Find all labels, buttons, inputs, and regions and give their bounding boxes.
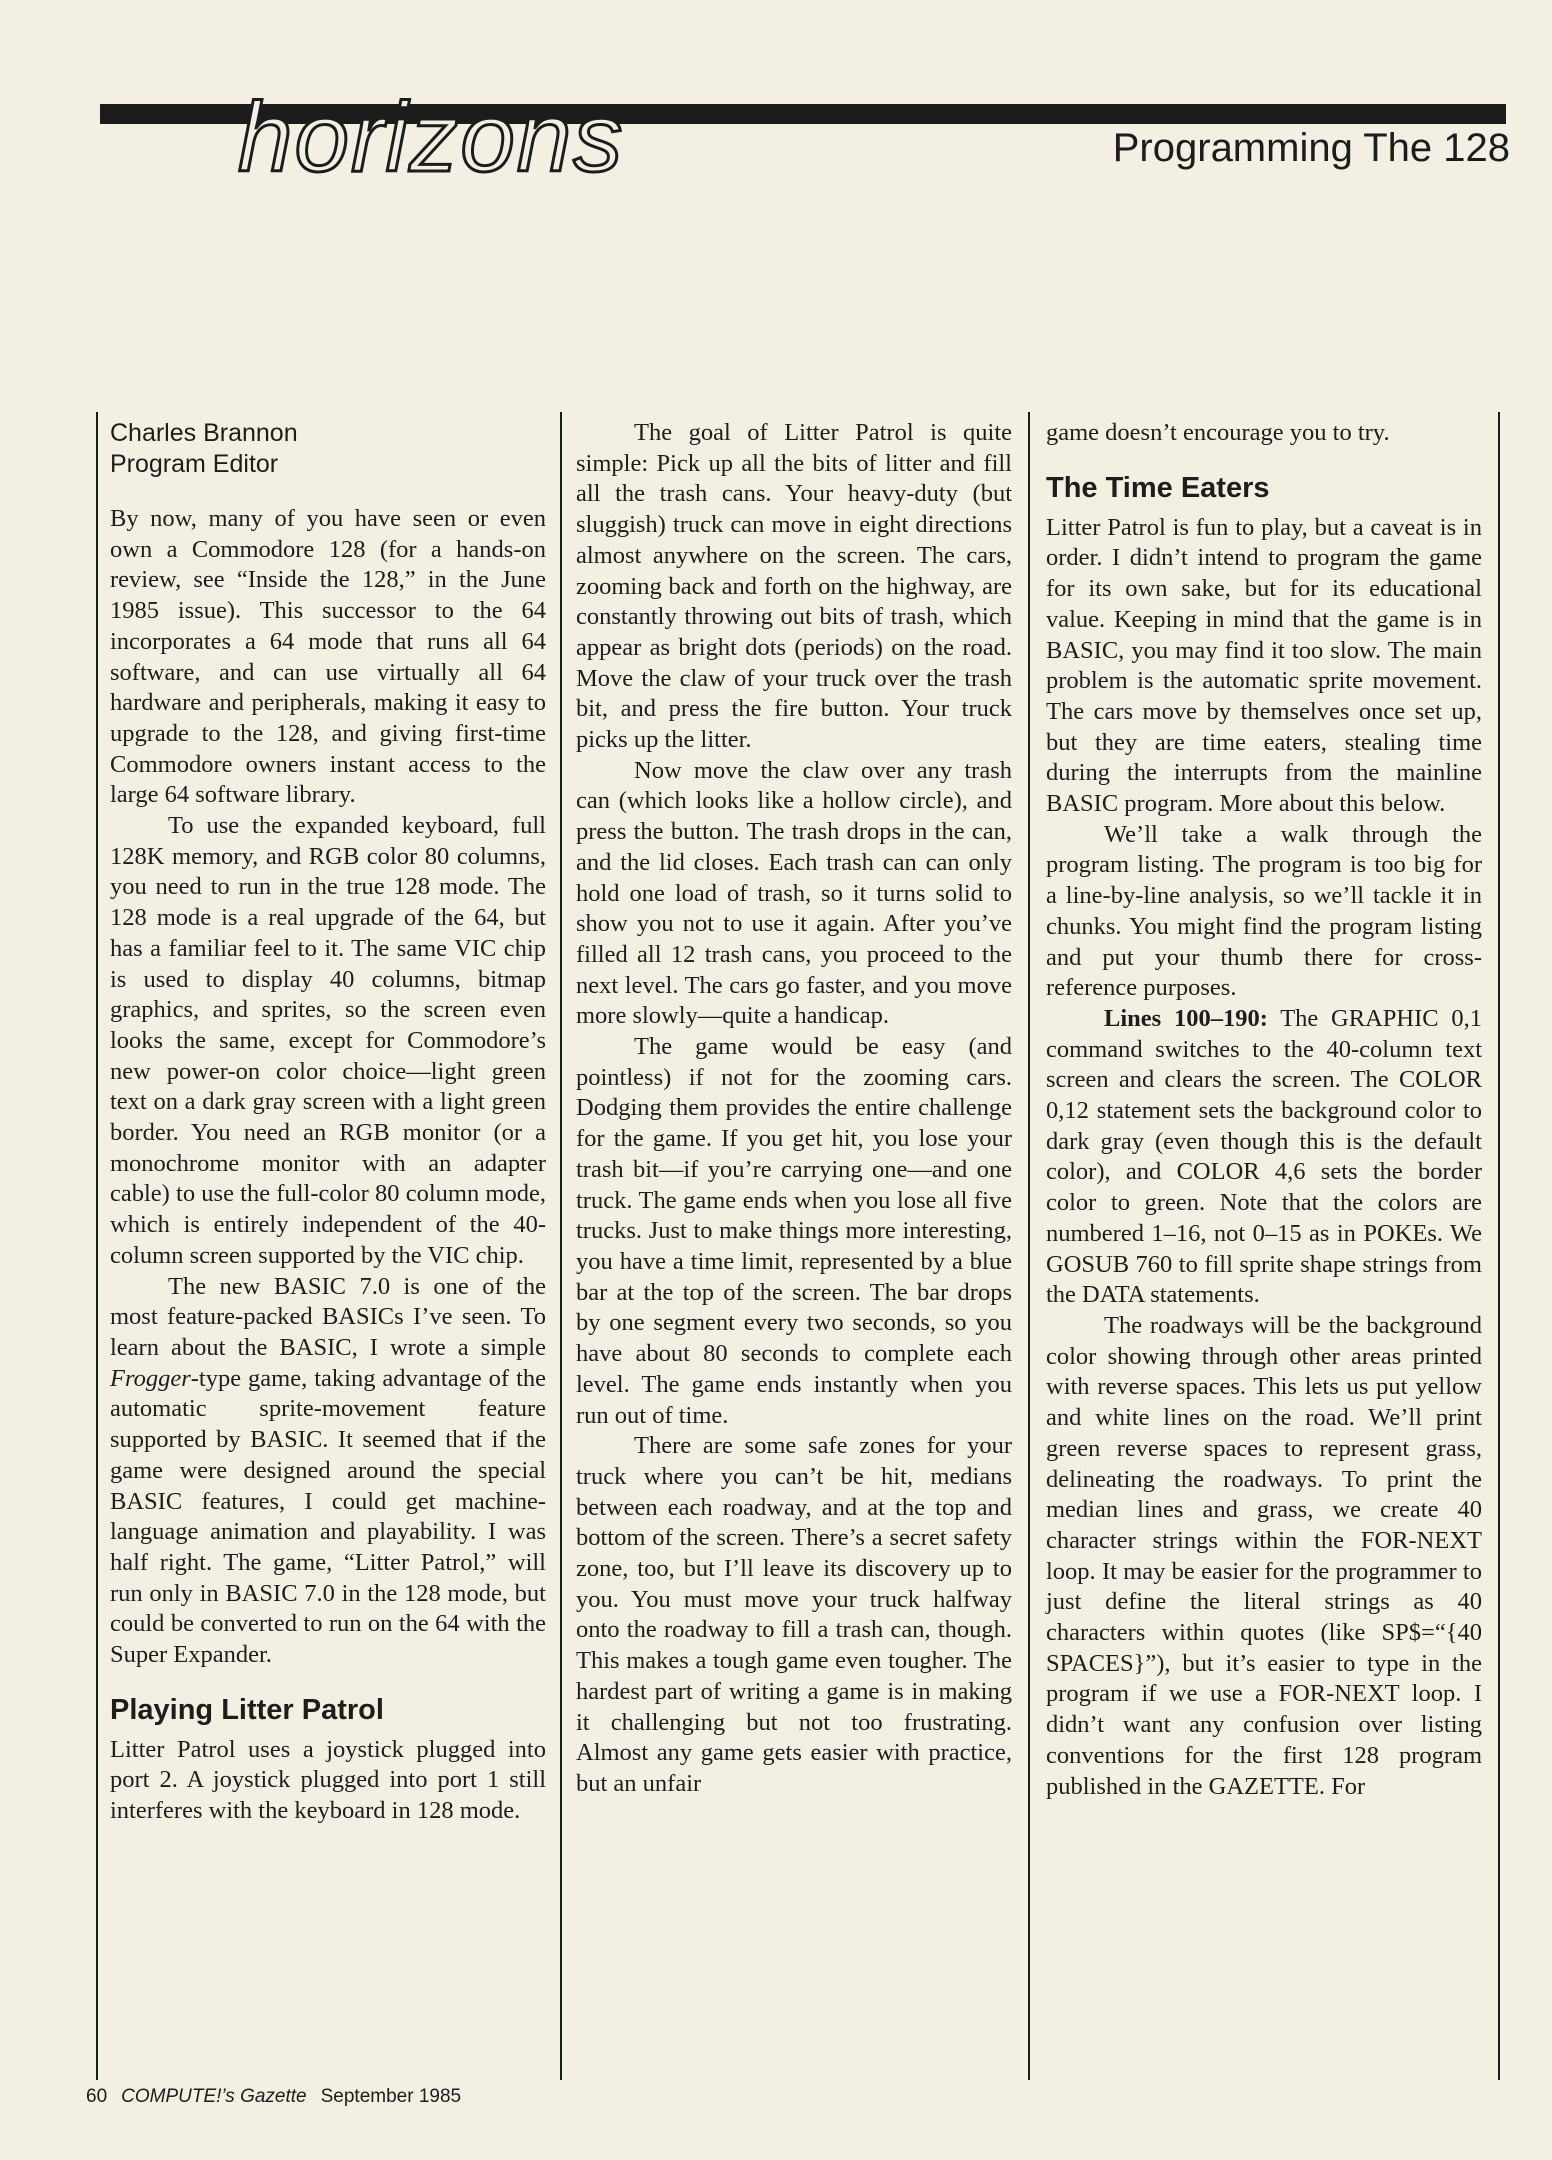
paragraph: The game would be easy (and pointless) if not for the zooming cars. Dodging them provides the entire challenge for the game. If you get hit, you lose your trash bit—if you’re carrying one—and one truck. The game ends when you lose all five trucks. Just to make things more interesting, you have a time limit, represented by a blue bar at the top of the screen. The bar drops by one segment every two seconds, so you have about 80 seconds to complete each level. The game ends instantly when you run out of time. (576, 1033, 1012, 1429)
paragraph: There are some safe zones for your truck where you can’t be hit, medians between each roadway, and at the top and bottom of the screen. There’s a secret safety zone, too, but I’ll leave its discovery up to you. You must move your truck halfway onto the roadway to fill a trash can, though. This makes a tough game even tougher. The hardest part of writing a game is in making it challenging but not too frustrating. Almost any game gets easier with practice, but an unfair (576, 1432, 1012, 1797)
subheading-playing-litter-patrol: Playing Litter Patrol (110, 1693, 384, 1726)
paragraph: The roadways will be the background color showing through other areas printed with reverse spaces. This lets us put yellow and white lines on the road. We’ll print green reverse spaces to represent grass, delineating the roadways. To print the median lines and grass, we create 40 character strings within the FOR-NEXT loop. It may be easier for the programmer to just define the literal strings as 40 characters within quotes (like SP$=“{40 SPACES}”), but it’s easier to type in the program if we use a FOR-NEXT loop. I didn’t want any confusion over listing conventions for the first 128 program published in the GAZETTE. For (1046, 1311, 1482, 1800)
byline (110, 418, 546, 480)
column-rule-left (96, 412, 98, 2080)
column-2 (576, 418, 1012, 1800)
column-rule-middle-1 (560, 412, 562, 2080)
author-role: Program Editor (110, 450, 279, 478)
column-rule-middle-2 (1028, 412, 1030, 2080)
paragraph: We’ll take a walk through the program listing. The program is too big for a line-by-line analysis, so we’ll tackle it in chunks. You might find the program listing and put your thumb there for cross-reference purposes. (1046, 820, 1482, 1002)
page-footer (86, 2086, 461, 2108)
paragraph: To use the expanded keyboard, full 128K memory, and RGB color 80 columns, you need to run in the true 128 mode. The 128 mode is a real upgrade of the 64, but has a familiar feel to it. The same VIC chip is used to display 40 columns, bitmap graphics, and sprites, so the screen even looks the same, except for Commodore’s new power-on color choice—light green text on a dark gray screen with a light green border. You need an RGB monitor (or a monochrome monitor with an adapter cable) to use the full-color 80 column mode, which is entirely independent of the 40-column screen supported by the VIC chip. (110, 812, 546, 1269)
subheading-time-eaters: The Time Eaters (1046, 471, 1270, 504)
lines-label: Lines 100–190: (1104, 1004, 1268, 1032)
column-3 (1046, 418, 1482, 1802)
horizons-logo: horizons (238, 82, 625, 192)
paragraph: Lines 100–190: The GRAPHIC 0,1 command switches to the 40-column text screen and clears the screen. The COLOR 0,12 statement sets the background color to dark gray (even though this is the default color), and COLOR 4,6 sets the border color to green. Note that the colors are numbered 1–16, not 0–15 as in POKEs. We GOSUB 760 to fill sprite shape strings from the DATA statements. (1046, 1004, 1483, 1309)
paragraph: game doesn’t encourage you to try. (1046, 419, 1390, 446)
section-title: Programming The 128 (1112, 126, 1510, 170)
frogger-title: Frogger (110, 1364, 191, 1392)
paragraph: The goal of Litter Patrol is quite simple: Pick up all the bits of litter and fill all the trash cans. Your heavy-duty (but sluggish) truck can move in eight directions almost anywhere on the screen. The cars, zooming back and forth on the highway, are constantly throwing out bits of trash, which appear as bright dots (periods) on the road. Move the claw of your truck over the trash bit, and press the fire button. Your truck picks up the litter. (576, 419, 1012, 754)
paragraph: Now move the claw over any trash can (which looks like a hollow circle), and press the button. The trash drops in the can, and the lid closes. Each trash can can only hold one load of trash, so it turns solid to show you not to use it again. After you’ve filled all 12 trash cans, you proceed to the next level. The cars go faster, and you move more slowly—quite a handicap. (576, 756, 1012, 1030)
paragraph: The new BASIC 7.0 is one of the most feature-packed BASICs I’ve seen. To learn about the BASIC, I wrote a simple Frogger-type game, taking advantage of the automatic sprite-movement feature supported by BASIC. It seemed that if the game were designed around the special BASIC features, I could get machine-language animation and playability. I was half right. The game, “Litter Patrol,” will run only in BASIC 7.0 in the 128 mode, but could be converted to run on the 64 with the Super Expander. (110, 1272, 546, 1669)
magazine-name: COMPUTE!’s Gazette (121, 2086, 307, 2107)
paragraph: By now, many of you have seen or even own a Commodore 128 (for a hands-on review, see “Inside the 128,” in the June 1985 issue). This successor to the 64 incorporates a 64 mode that runs all 64 software, and can use virtually all 64 hardware and peripherals, making it easy to upgrade to the 128, and giving first-time Commodore owners instant access to the large 64 software library. (110, 505, 546, 809)
column-rule-right (1498, 412, 1500, 2080)
author-name: Charles Brannon (110, 419, 298, 447)
issue-date: September 1985 (320, 2086, 462, 2107)
column-1 (110, 418, 546, 1827)
paragraph: Litter Patrol is fun to play, but a caveat is in order. I didn’t intend to program the game for its own sake, but for its educational value. Keeping in mind that the game is in BASIC, you may find it too slow. The main problem is the automatic sprite movement. The cars move by themselves once set up, but they are time eaters, stealing time during the interrupts from the mainline BASIC program. More about this below. (1046, 513, 1482, 818)
page-number: 60 (86, 2086, 108, 2107)
paragraph: Litter Patrol uses a joystick plugged into port 2. A joystick plugged into port 1 still interferes with the keyboard in 128 mode. (110, 1735, 546, 1825)
